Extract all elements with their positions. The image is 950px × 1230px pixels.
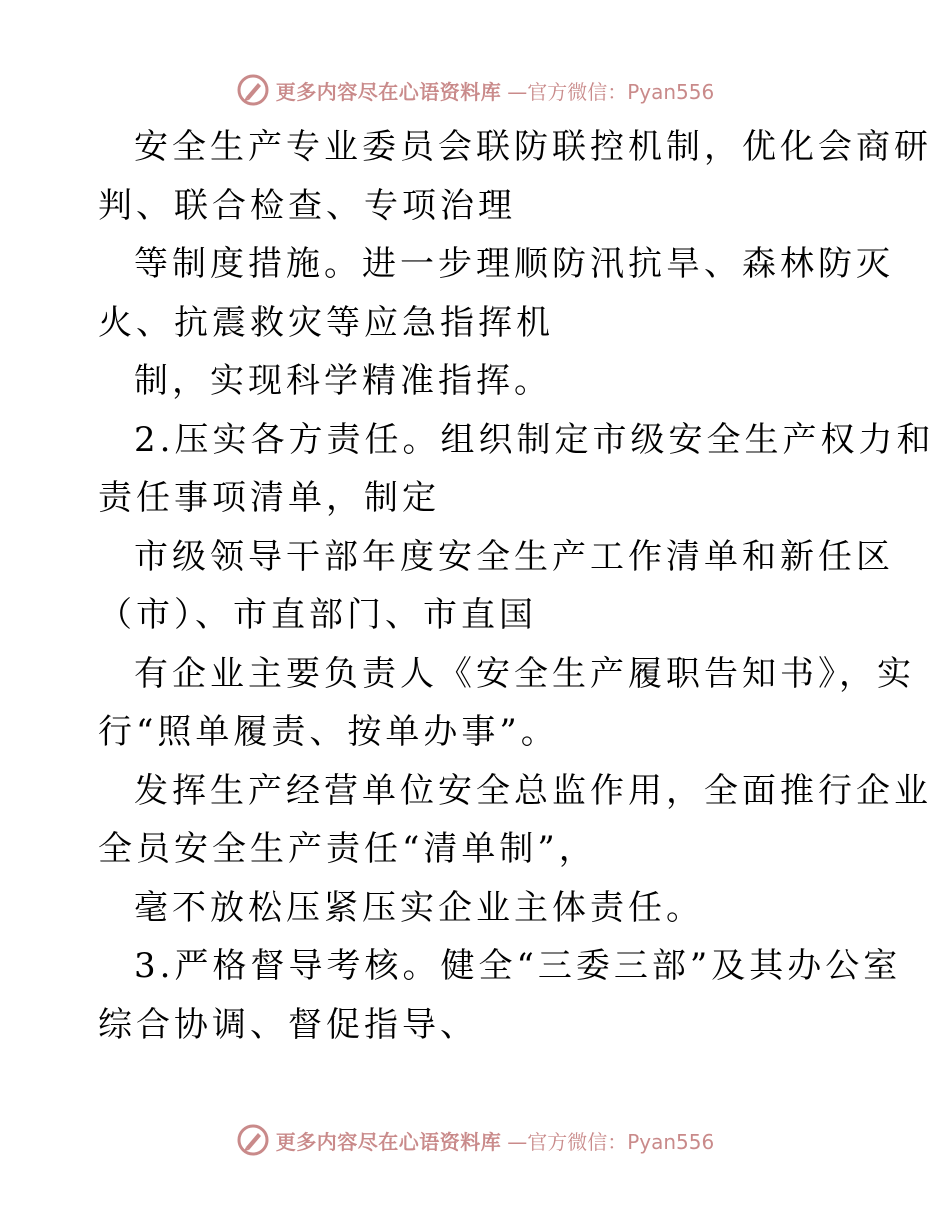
watermark-main-text: 更多内容尽在心语资料库 [275, 1129, 502, 1154]
text-line: 2.压实各方责任。组织制定市级安全生产权力和 [134, 419, 935, 460]
watermark-wechat-text: —官方微信：Pyan556 [507, 79, 715, 104]
text-line: 全员安全生产责任“清单制”， [98, 829, 597, 869]
text-line: 3.严格督导考核。健全“三委三部”及其办公室 [134, 946, 902, 986]
pen-logo-icon [236, 73, 270, 107]
text-line: 安全生产专业委员会联防联控机制，优化会商研 [134, 127, 932, 167]
text-line: 有企业主要负责人《安全生产履职告知书》，实 [134, 653, 915, 694]
watermark-main-text: 更多内容尽在心语资料库 [275, 79, 502, 104]
text-line: （市）、市直部门、市直国 [98, 595, 537, 635]
document-body [98, 118, 935, 1054]
text-line: 行“照单履责、按单办事”。 [98, 712, 559, 752]
text-line: 火、抗震救灾等应急指挥机 [98, 302, 554, 343]
text-line: 制，实现科学精准指挥。 [134, 361, 552, 401]
watermark-wechat-text: —官方微信：Pyan556 [507, 1129, 715, 1154]
footer-watermark [0, 1120, 950, 1160]
text-line: 等制度措施。进一步理顺防汛抗旱、森林防灭 [134, 244, 894, 284]
text-line: 市级领导干部年度安全生产工作清单和新任区 [134, 536, 894, 577]
text-line: 责任事项清单，制定 [98, 478, 440, 518]
text-line: 发挥生产经营单位安全总监作用，全面推行企业 [134, 770, 932, 811]
text-line: 毫不放松压紧压实企业主体责任。 [134, 887, 704, 928]
pen-logo-icon [236, 1123, 270, 1157]
header-watermark [0, 70, 950, 110]
text-line: 判、联合检查、专项治理 [98, 185, 516, 226]
text-line: 综合协调、督促指导、 [98, 1004, 478, 1045]
